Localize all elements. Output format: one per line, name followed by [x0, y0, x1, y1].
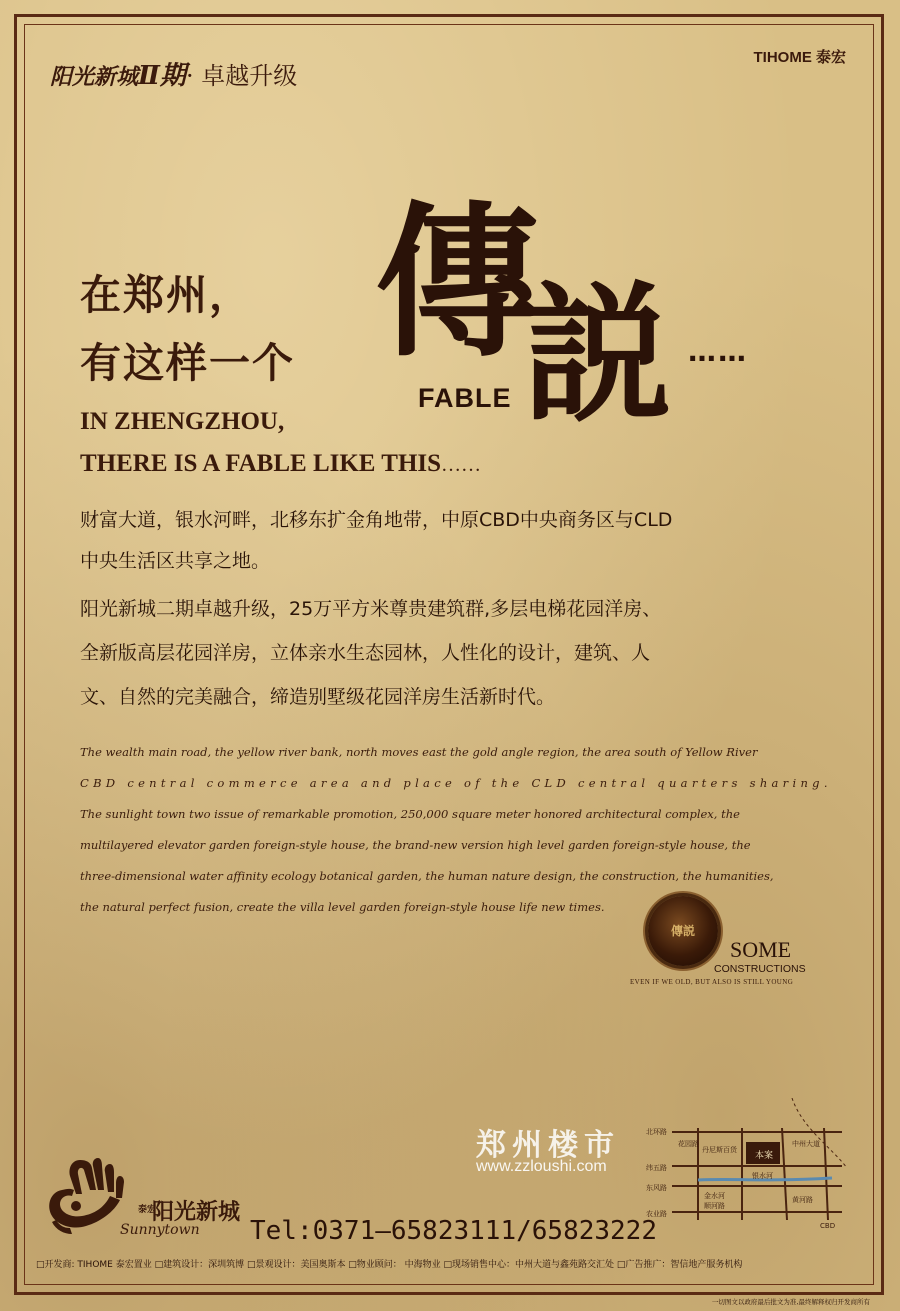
emblem-title: SOME — [730, 937, 792, 962]
map-site-label: 本案 — [755, 1151, 774, 1161]
en-headline-2 — [80, 450, 481, 478]
body-en-line: three-dimensional water affinity ecology botanical garden, the human nature design, the construction, the humanities, — [80, 869, 774, 883]
map-label: 丹尼斯百货 — [702, 1146, 737, 1154]
telephone: Tel:0371—65823111/65823222 — [250, 1216, 657, 1246]
body-cn-line: 中央生活区共享之地。 — [80, 550, 271, 572]
watermark-url: www.zzloushi.com — [476, 1158, 607, 1175]
map-label: 花园路 — [678, 1140, 699, 1148]
map-label: 金水河 — [704, 1192, 725, 1200]
body-en-line: The wealth main road, the yellow river bank, north moves east the gold angle region, the area south of Yellow River — [80, 745, 758, 759]
map-label: 北环路 — [646, 1128, 667, 1136]
slogan: · 卓越升级 — [185, 62, 298, 90]
project-name: 阳光新城 — [50, 64, 139, 90]
emblem-icon — [648, 896, 718, 966]
location-map — [642, 1098, 852, 1232]
body-en-line: the natural perfect fusion, create the villa level garden foreign-style house life new times. — [80, 900, 605, 914]
body-cn-line: 文、自然的完美融合，缔造别墅级花园洋房生活新时代。 — [80, 686, 556, 708]
en-headline-ellipsis: …… — [441, 454, 482, 476]
map-label: 东风路 — [646, 1184, 667, 1192]
emblem-text: 傳説 — [670, 924, 695, 938]
map-label: 中州大道 — [792, 1140, 820, 1148]
fable-char-2: 説 — [522, 267, 673, 443]
headline-line1: 在郑州， — [80, 271, 252, 319]
headline-line2: 有这样一个 — [80, 339, 295, 387]
body-cn-line: 阳光新城二期卓越升级，25万平方米尊贵建筑群,多层电梯花园洋房、 — [80, 598, 662, 620]
map-label: 农业路 — [646, 1210, 667, 1218]
phase-label: Ⅱ期 — [138, 61, 186, 91]
headline-ellipsis: …… — [688, 335, 748, 368]
brand-top: TIHOME 泰宏 — [753, 49, 846, 66]
logo-en: Sunnytown — [120, 1222, 200, 1238]
watermark-cn: 郑州楼市 — [476, 1128, 620, 1163]
map-label: 顺河路 — [704, 1202, 725, 1210]
sun-hand-logo-icon — [42, 1150, 132, 1235]
disclaimer: 一切图文以政府最后批文为准,最终解释权归开发商所有 — [711, 1298, 870, 1306]
body-cn-line: 全新版高层花园洋房，立体亲水生态园林，人性化的设计，建筑、人 — [80, 642, 651, 664]
fable-word: FABLE — [418, 383, 512, 413]
body-en-line: The sunlight town two issue of remarkable promotion, 250,000 square meter honored architectural complex, the — [80, 807, 740, 821]
fable-char-1: 傳 — [375, 185, 540, 379]
logo-name: 阳光新城 — [152, 1200, 241, 1225]
en-headline-2-text: THERE IS A FABLE LIKE THIS — [80, 450, 442, 477]
emblem-tagline: EVEN IF WE OLD, BUT ALSO IS STILL YOUNG — [630, 978, 794, 986]
en-headline-1: IN ZHENGZHOU, — [80, 408, 285, 435]
map-label: CBD — [820, 1222, 836, 1230]
project-title — [50, 55, 297, 92]
body-cn-line: 财富大道，银水河畔，北移东扩金角地带，中原CBD中央商务区与CLD — [80, 509, 673, 531]
map-label: 黄河路 — [792, 1196, 813, 1204]
map-label: 银水河 — [752, 1172, 773, 1180]
body-en-line: multilayered elevator garden foreign-style house, the brand-new version high level garden foreign-style house, the — [80, 838, 751, 852]
emblem-subtitle: CONSTRUCTIONS — [714, 963, 806, 975]
map-label: 纬五路 — [646, 1164, 667, 1172]
body-en-line: CBD central commerce area and place of the CLD central quarters sharing. — [80, 776, 832, 790]
logo-small-text: 泰宏 — [138, 1205, 157, 1215]
footer-credits: □开发商: TIHOME 泰宏置业 □建筑设计：深圳筑博 □景观设计：美国奥斯本 □物业顾问： 中海物业 □现场销售中心：中州大道与鑫苑路交汇处 □广告推广：智信地产服务机构 — [36, 1260, 743, 1270]
